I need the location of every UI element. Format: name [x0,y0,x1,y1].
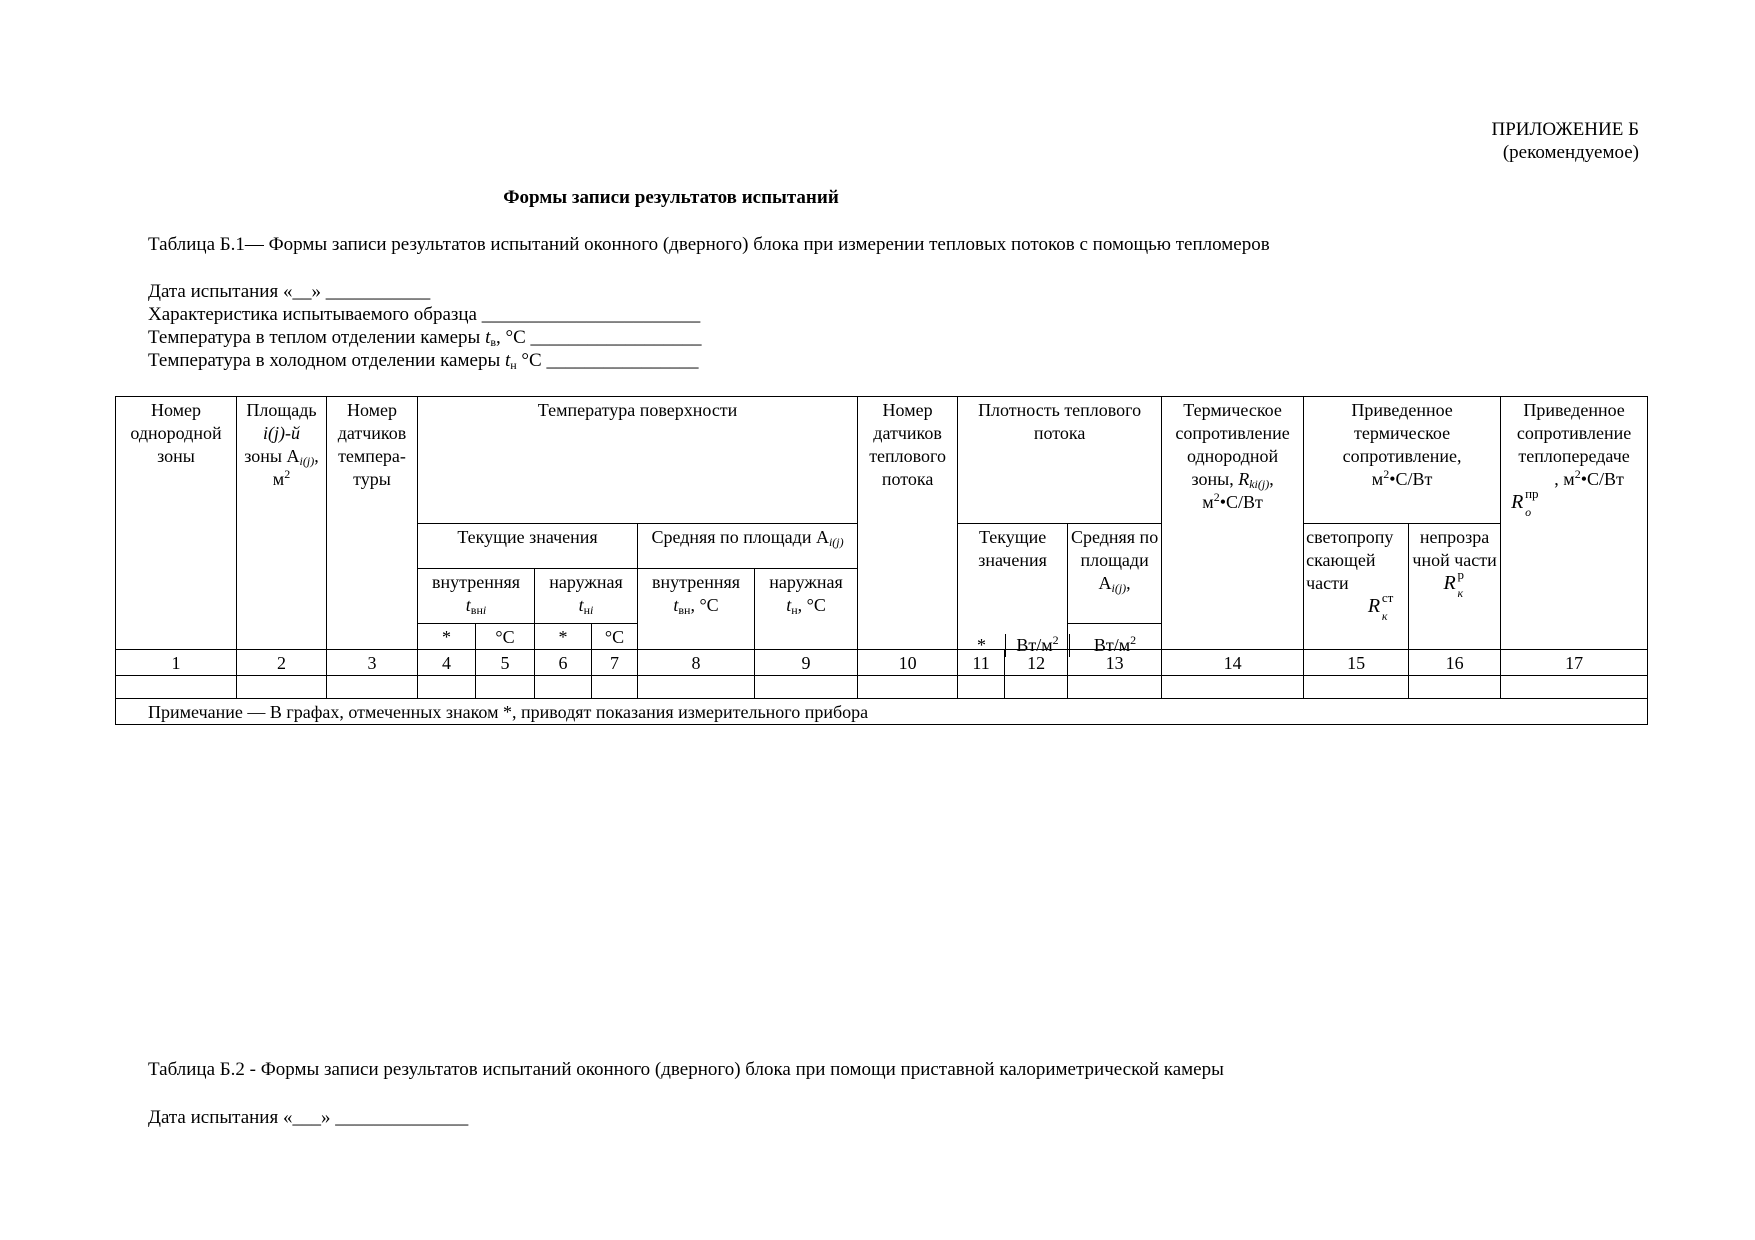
column-number: 13 [1068,650,1162,676]
empty-cell [476,676,535,699]
header-area-line2: i(j)-й [263,423,300,443]
empty-cell [755,676,858,699]
empty-cell [116,676,237,699]
table2-test-date-field: Дата испытания «___» ______________ [148,1107,469,1128]
header-zone-resistance-unit-m: м [1202,492,1214,512]
column-number: 12 [1005,650,1068,676]
header-zone-resistance: Термическое сопротивление однородной зоны, $R_{ki(j)}$, $м^2•С/Вт$ [1162,397,1304,650]
header-inner-average: внутренняя $t_{вн}$, °C [638,569,755,650]
header-reduced-resistance-unit-m: м [1371,469,1384,489]
empty-cell [418,676,476,699]
opaque-resistance-symbol: R р к [1443,567,1464,600]
empty-cell [1501,676,1648,699]
appendix-subtitle: (рекомендуемое) [1502,142,1639,163]
header-outer-average: наружная $t_н$, °C [755,569,858,650]
appendix-heading [1492,118,1639,164]
test-results-table [115,396,1648,725]
empty-cell [1409,676,1501,699]
header-reduced-transfer-symbol: R пр о [1511,486,1539,519]
flux-unit-current: $Вт/м^2$ [1005,634,1070,657]
header-degc-outer: °C [592,624,638,650]
column-number: 14 [1162,650,1304,676]
empty-cell [1304,676,1409,699]
header-area-subscript: i(j) [299,454,315,468]
header-area: Площадь i(j)-й зоны $A_{i(j)}$, $м^2$ [237,397,327,650]
header-surface-temperature: Температура поверхности [418,397,858,524]
header-flux-average: Средняя по площади $A_{i(j)}$, [1068,524,1162,624]
header-reduced-resistance: Приведенное термическое сопротивление, $м^2•С/Вт$ [1304,397,1501,524]
header-heat-sensor-number: Номер датчиков теплового потока [858,397,958,650]
header-translucent-part: светопропу скающей части R ст к [1304,524,1409,650]
header-reduced-resistance-label: Приведенное термическое сопротивление, [1342,400,1462,466]
header-area-line1: Площадь [246,400,317,420]
header-area-average: Средняя по площади $A_{i(j)}$ [638,524,858,569]
header-reduced-transfer: Приведенное сопротивление теплопередаче , $м^2•С/Вт$ R пр о [1501,397,1648,650]
header-reduced-resistance-unit: •С/Вт [1389,469,1433,489]
sample-characteristic-field: Характеристика испытываемого образца _______________________ [148,304,701,325]
header-heat-flux-density: Плотность теплового потока [958,397,1162,524]
flux-unit-average: $Вт/м^2$ [1093,633,1137,655]
cold-chamber-temperature-field: Температура в холодном отделении камеры tн °C ________________ [148,350,699,372]
header-zone-resistance-subscript: ki(j) [1249,477,1270,491]
empty-cell [638,676,755,699]
empty-data-row [116,676,1648,699]
header-area-unit: м [272,469,285,489]
flux-star: * [977,635,986,655]
column-number: 7 [592,650,638,676]
translucent-resistance-symbol: R ст к [1367,590,1394,623]
column-number: 5 [476,650,535,676]
header-degc-inner: °C [476,624,535,650]
table-note: Примечание — В графах, отмеченных знаком *, приводят показания измерительного прибора [116,699,1648,725]
header-area-line3: зоны A [244,446,300,466]
empty-cell [1005,676,1068,699]
header-flux-current-values: Текущие значения [958,524,1068,650]
header-inner-current: внутренняя $t_{внi}$ [418,569,535,624]
empty-cell [535,676,592,699]
column-number: 10 [858,650,958,676]
empty-cell [237,676,327,699]
header-zone-number: Номер однородной зоны [116,397,237,650]
empty-cell [592,676,638,699]
table1-caption: Таблица Б.1— Формы записи результатов испытаний оконного (дверного) блока при измерении тепловых потоков с помощью тепломеров [148,234,1270,255]
empty-cell [1162,676,1304,699]
header-outer-current: наружная $t_{нi}$ [535,569,638,624]
empty-cell [327,676,418,699]
section-title: Формы записи результатов испытаний [503,187,839,208]
header-reduced-transfer-label: Приведенное сопротивление теплопередаче [1516,400,1632,466]
header-zone-resistance-label: Термическое сопротивление однородной зоны, [1175,400,1290,489]
flux-units-row [958,634,1162,657]
header-zone-resistance-unit: •С/Вт [1219,492,1263,512]
header-current-values: Текущие значения [418,524,638,569]
column-number: 4 [418,650,476,676]
header-star-outer: * [535,624,592,650]
empty-cell [1068,676,1162,699]
column-number: 3 [327,650,418,676]
column-number: 15 [1304,650,1409,676]
header-area-unit-power: 2 [284,467,291,481]
empty-cell [858,676,958,699]
empty-cell [958,676,1005,699]
column-number: 11 [958,650,1005,676]
column-number: 2 [237,650,327,676]
header-temp-sensor-number: Номер датчиков темпера-туры [327,397,418,650]
test-date-field: Дата испытания «__» ___________ [148,281,431,302]
header-reduced-transfer-unit-m: , м [1554,469,1575,489]
column-number: 16 [1409,650,1501,676]
header-zone-resistance-symbol: R [1238,469,1250,489]
column-numbers-row [116,650,1648,676]
column-number: 9 [755,650,858,676]
column-number: 6 [535,650,592,676]
table2-caption: Таблица Б.2 - Формы записи результатов испытаний оконного (дверного) блока при помощи приставной калориметрической камеры [148,1059,1224,1080]
appendix-title: ПРИЛОЖЕНИЕ Б [1491,119,1639,140]
header-opaque-part: непрозра чной части R р к [1409,524,1501,650]
warm-chamber-temperature-field: Температура в теплом отделении камеры tв, °C __________________ [148,327,702,349]
column-number: 8 [638,650,755,676]
column-number: 1 [116,650,237,676]
header-reduced-transfer-unit: •С/Вт [1580,469,1624,489]
column-number: 17 [1501,650,1648,676]
header-star-inner: * [418,624,476,650]
